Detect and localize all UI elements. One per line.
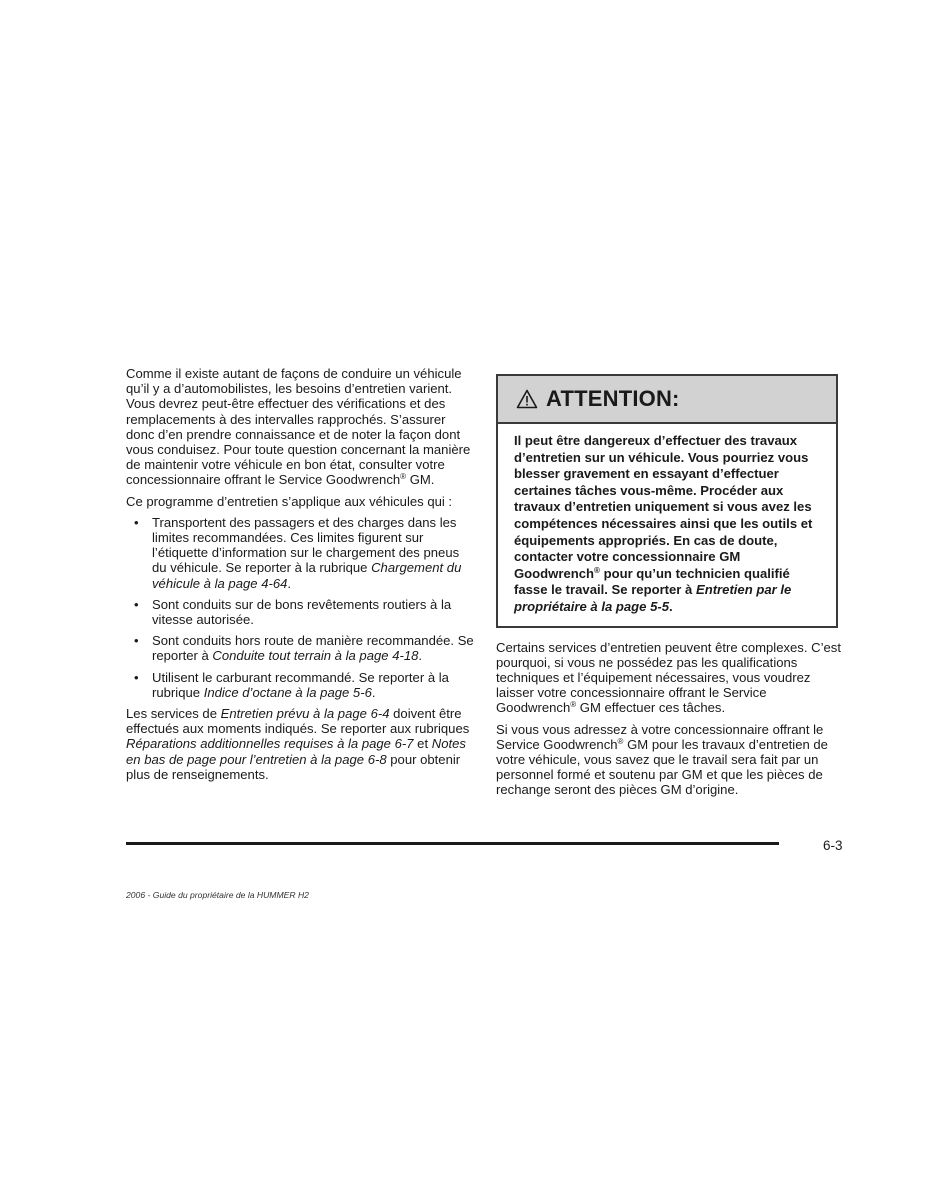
- bullet: •: [134, 633, 139, 649]
- list-item: • Sont conduits sur de bons revêtements routiers à la vitesse autorisée.: [134, 596, 452, 628]
- intro-paragraph: Comme il existe autant de façons de conduire un véhicule qu’il y a d’automobilistes, les besoins d’entretien varient. Vous devrez peut-être effectuer des vérifications et des remplacements à des intervalles rapprochés. S’assurer donc d’en prendre connaissance et de noter la façon dont vous conduisez. Pour toute question concernant la manière de maintenir votre véhicule en bon état, consulter votre concessionnaire offrant le Service Goodwrench® GM.: [126, 366, 471, 488]
- cross-reference: Réparations additionnelles requises à la page 6-7: [126, 736, 414, 752]
- cross-reference: Chargement du véhicule à la page 4-64: [152, 560, 462, 591]
- applies-to-paragraph: Ce programme d’entretien s’applique aux véhicules qui :: [126, 493, 453, 509]
- bullet: •: [134, 596, 139, 612]
- page-number: 6-3: [823, 838, 843, 853]
- right-column: [496, 374, 846, 804]
- services-paragraph: Les services de Entretien prévu à la page 6-4 doivent être effectués aux moments indiqués. Se reporter aux rubriques Réparations additionnelles requises à la page 6-7 et Notes en bas de page pour l’entretien à la page 6-8 pour obtenir plus de renseignements.: [126, 706, 470, 782]
- bullet: •: [134, 514, 139, 530]
- page-divider: [126, 842, 779, 845]
- list-item: • Sont conduits hors route de manière recommandée. Se reporter à Conduite tout terrain à la page 4-18.: [134, 633, 474, 664]
- attention-title: ATTENTION:: [546, 386, 680, 412]
- attention-header: [498, 376, 836, 424]
- dealer-services-paragraph: Si vous vous adressez à votre concessionnaire offrant le Service Goodwrench® GM pour les travaux d’entretien de votre véhicule, vous savez que le travail sera fait par un personnel formé et soutenu par GM et que les pièces de rechange seront des pièces GM d’origine.: [496, 721, 828, 798]
- warning-triangle-icon: [516, 389, 538, 409]
- attention-box: [496, 374, 838, 628]
- left-column: [126, 366, 476, 788]
- conditions-list: [126, 515, 476, 700]
- cross-reference: Entretien par le propriétaire à la page 5-5: [514, 582, 792, 614]
- cross-reference: Conduite tout terrain à la page 4-18: [212, 648, 419, 664]
- attention-body: Il peut être dangereux d’effectuer des travaux d’entretien sur un véhicule. Vous pourriez vous blesser gravement en essayant d’effectuer certaines tâches vous-même. Procéder aux travaux d’entretien uniquement si vous avez les compétences nécessaires ainsi que les outils et équipements appropriés. En cas de doute, contacter votre concessionnaire GM Goodwrench® pour qu’un technicien qualifié fasse le travail. Se reporter à Entretien par le propriétaire à la page 5-5.: [514, 433, 813, 614]
- list-item: • Utilisent le carburant recommandé. Se reporter à la rubrique Indice d’octane à la page 5-6.: [134, 669, 449, 700]
- list-item: • Transportent des passagers et des charges dans les limites recommandées. Ces limites figurent sur l’étiquette d’information sur le chargement des pneus du véhicule. Se reporter à la rubrique Chargement du véhicule à la page 4-64.: [134, 514, 462, 591]
- cross-reference: Indice d’octane à la page 5-6: [203, 684, 372, 700]
- cross-reference: Notes en bas de page pour l’entretien à la page 6-8: [126, 736, 466, 767]
- complex-services-paragraph: Certains services d’entretien peuvent être complexes. C’est pourquoi, si vous ne possédez pas les qualifications techniques et l’équipement nécessaires, vous voudrez laisser votre concessionnaire offrant le Service Goodwrench® GM effectuer ces tâches.: [496, 639, 841, 716]
- bullet: •: [134, 669, 139, 685]
- footer-text: 2006 - Guide du propriétaire de la HUMMER H2: [126, 890, 309, 900]
- cross-reference: Entretien prévu à la page 6-4: [220, 706, 390, 722]
